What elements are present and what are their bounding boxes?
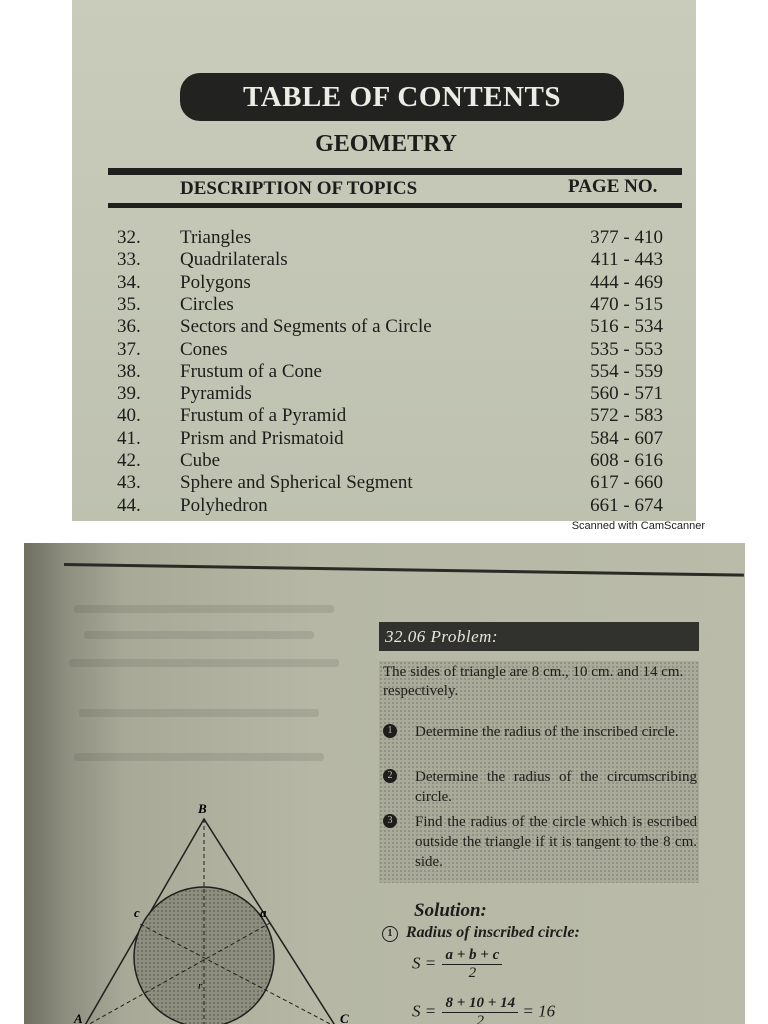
toc-row-pages: 608 - 616 xyxy=(590,450,663,471)
toc-row-number: 33. xyxy=(117,249,141,271)
toc-row-number: 39. xyxy=(117,383,141,405)
toc-row-number: 42. xyxy=(117,450,141,471)
formula-numerator: 8 + 10 + 14 xyxy=(442,995,518,1013)
toc-row-number: 34. xyxy=(117,271,141,293)
bleed-through-line xyxy=(69,659,339,667)
toc-row-pages: 554 - 559 xyxy=(590,360,663,382)
toc-row-topic: Polyhedron xyxy=(180,494,268,516)
toc-row-topic: Frustum of a Pyramid xyxy=(180,405,347,427)
formula-fraction xyxy=(442,947,502,982)
toc-row-number: 35. xyxy=(117,293,141,315)
vertex-label-c: C xyxy=(340,1011,349,1024)
problem-item-text: Determine the radius of the inscribed circle. xyxy=(415,724,679,740)
toc-row-pages: 560 - 571 xyxy=(590,383,663,405)
toc-row-topic: Polygons xyxy=(180,271,251,293)
solution-heading: Solution: xyxy=(414,900,487,921)
toc-row-pages: 444 - 469 xyxy=(590,271,663,293)
toc-row-topic: Circles xyxy=(180,293,234,315)
toc-row-pages: 535 - 553 xyxy=(590,338,663,360)
toc-row xyxy=(72,472,696,494)
toc-row xyxy=(72,294,696,316)
formula-semiperimeter xyxy=(412,947,502,982)
toc-row-topic: Sectors and Segments of a Circle xyxy=(180,316,432,338)
problem-item-text: Find the radius of the circle which is escribed outside the triangle if it is tangent to the 8 cm. side. xyxy=(415,814,697,870)
solution-item-1 xyxy=(382,924,580,942)
formula-denominator: 2 xyxy=(476,1013,485,1024)
toc-row xyxy=(72,316,696,338)
problem-statement: The sides of triangle are 8 cm., 10 cm. and 14 cm. respectively. xyxy=(383,664,684,699)
formula-fraction xyxy=(442,995,518,1024)
toc-row-pages: 584 - 607 xyxy=(590,427,663,449)
scan-watermark: Scanned with CamScanner xyxy=(571,520,705,532)
toc-title: TABLE OF CONTENTS xyxy=(180,73,624,121)
side-label-a: a xyxy=(260,905,267,920)
triangle-incircle-diagram xyxy=(64,797,364,1024)
problem-item-text: Determine the radius of the circumscribing circle. xyxy=(415,769,697,805)
vertex-label-a: A xyxy=(74,1011,83,1024)
toc-row xyxy=(72,383,696,405)
page-top-rule xyxy=(64,563,744,577)
toc-row-topic: Cube xyxy=(180,450,221,471)
header-rule-top xyxy=(108,168,682,175)
toc-row xyxy=(72,227,696,249)
circled-number-1-icon: 1 xyxy=(383,724,397,738)
bleed-through-line xyxy=(84,631,314,639)
toc-row-number: 37. xyxy=(117,338,141,360)
toc-row xyxy=(72,361,696,383)
toc-row-number: 41. xyxy=(117,427,141,449)
toc-row-pages: 411 - 443 xyxy=(590,249,663,271)
toc-row-pages: 661 - 674 xyxy=(590,494,663,516)
formula-lhs: S = xyxy=(412,1001,437,1021)
toc-page-scan xyxy=(72,0,696,521)
column-header-description: DESCRIPTION OF TOPICS xyxy=(180,178,418,199)
bleed-through-line xyxy=(74,753,324,761)
solution-item-text: Radius of inscribed circle: xyxy=(406,924,580,941)
toc-row-topic: Frustum of a Cone xyxy=(180,360,322,382)
formula-semiperimeter-value xyxy=(412,995,555,1024)
toc-row xyxy=(72,495,696,517)
toc-row xyxy=(72,405,696,427)
problem-page-scan xyxy=(24,543,745,1024)
toc-row xyxy=(72,272,696,294)
toc-row-pages: 377 - 410 xyxy=(590,227,663,248)
problem-box xyxy=(379,661,699,883)
formula-lhs: S = xyxy=(412,953,437,973)
column-header-page: PAGE NO. xyxy=(568,176,658,197)
toc-row-topic: Sphere and Spherical Segment xyxy=(180,472,413,494)
vertex-label-b: B xyxy=(198,801,207,816)
circled-number-3-icon: 3 xyxy=(383,814,397,828)
bleed-through-line xyxy=(79,709,319,717)
toc-row-number: 44. xyxy=(117,494,141,516)
toc-row xyxy=(72,249,696,271)
formula-numerator: a + b + c xyxy=(442,947,502,965)
toc-row-topic: Triangles xyxy=(180,227,252,248)
toc-row-pages: 516 - 534 xyxy=(590,316,663,338)
header-rule-bottom xyxy=(108,203,682,208)
toc-row-number: 38. xyxy=(117,360,141,382)
toc-row-pages: 470 - 515 xyxy=(590,293,663,315)
toc-row xyxy=(72,450,696,472)
toc-row-topic: Pyramids xyxy=(180,383,252,405)
formula-result: = 16 xyxy=(522,1001,556,1021)
toc-row-topic: Cones xyxy=(180,338,228,360)
bleed-through-line xyxy=(74,605,334,613)
toc-row-pages: 617 - 660 xyxy=(590,472,663,494)
toc-row-number: 32. xyxy=(117,227,141,248)
toc-section-title: GEOMETRY xyxy=(315,131,457,157)
problem-header: 32.06 Problem: xyxy=(379,622,699,651)
toc-row-number: 43. xyxy=(117,472,141,494)
toc-row-number: 40. xyxy=(117,405,141,427)
side-label-c: c xyxy=(134,905,140,920)
circled-number-1-icon: 1 xyxy=(382,926,398,942)
formula-denominator: 2 xyxy=(468,965,477,981)
circled-number-2-icon: 2 xyxy=(383,769,397,783)
toc-row-number: 36. xyxy=(117,316,141,338)
toc-row-pages: 572 - 583 xyxy=(590,405,663,427)
toc-row-topic: Prism and Prismatoid xyxy=(180,427,344,449)
toc-row xyxy=(72,339,696,361)
toc-row xyxy=(72,428,696,450)
toc-row-topic: Quadrilaterals xyxy=(180,249,288,271)
radius-label-r: r xyxy=(198,980,203,992)
